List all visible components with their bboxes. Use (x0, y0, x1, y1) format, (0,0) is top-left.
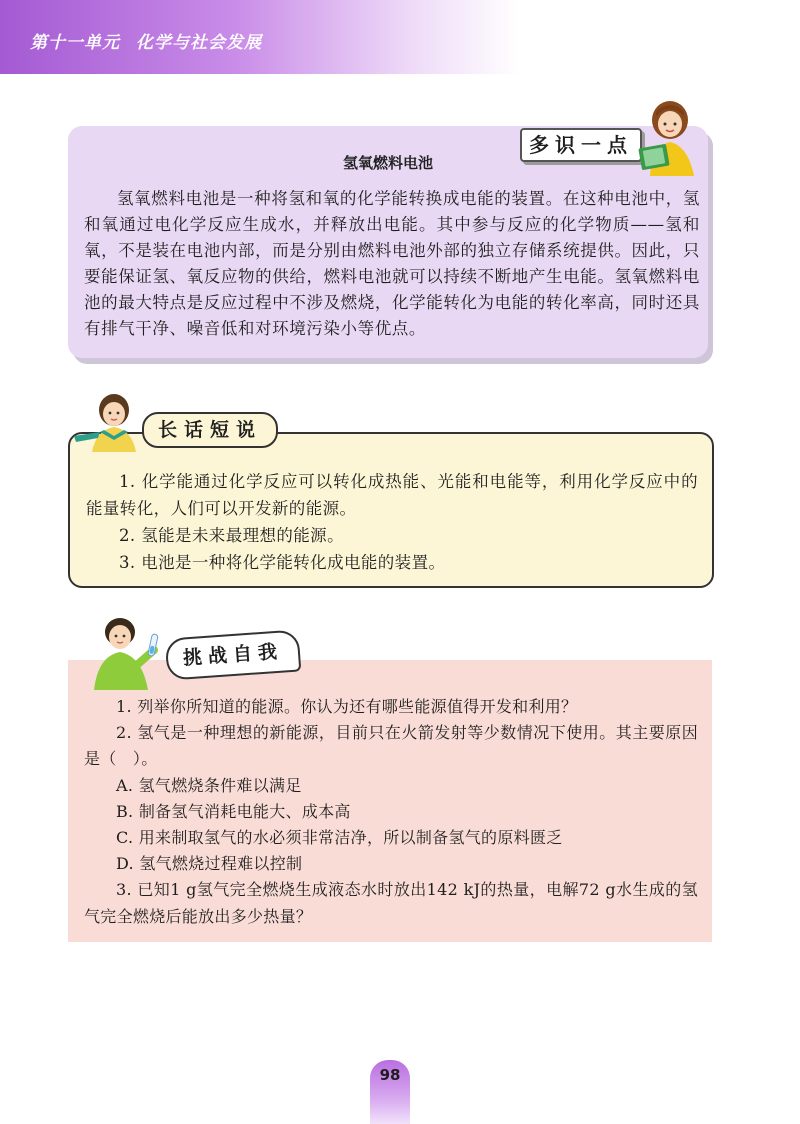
summary-item: 2. 氢能是未来最理想的能源。 (119, 526, 344, 545)
box1-title: 氢氧燃料电池 (342, 154, 433, 172)
boy-with-test-tube-illustration (84, 612, 166, 690)
summary-list (86, 468, 698, 576)
summary-item: 1. 化学能通过化学反应可以转化成热能、光能和电能等，利用化学反应中的能量转化，人们可以开发新的能源。 (86, 472, 698, 518)
unit-topic: 化学与社会发展 (136, 33, 262, 53)
summary-item: 3. 电池是一种将化学能转化成电能的装置。 (119, 553, 446, 572)
page-number: 98 (379, 1066, 401, 1084)
question-3: 3. 已知1 g氢气完全燃烧生成液态水时放出142 kJ的热量，电解72 g水生成的氢气完全燃烧后能放出多少热量？ (84, 880, 698, 926)
question-2: 2. 氢气是一种理想的新能源，目前只在火箭发射等少数情况下使用。其主要原因是（ ）。 (84, 723, 698, 769)
question-1: 1. 列举你所知道的能源。你认为还有哪些能源值得开发和利用？ (116, 697, 578, 716)
box1-body: 氢氧燃料电池是一种将氢和氧的化学能转换成电能的装置。在这种电池中，氢和氧通过电化学反应生成水，并释放出电能。其中参与反应的化学物质——氢和氧，不是装在电池内部，而是分别由燃料电池外部的独立存储系统提供。因此，只要能保证氢、氧反应物的供给，燃料电池就可以持续不断地产生电能。氢氧燃料电池的最大特点是反应过程中不涉及燃烧，化学能转化为电能的转化率高，同时还具有排气干净、噪音低和对环境污染小等优点。 (84, 189, 700, 338)
challenge-tag: 挑战自我 (165, 629, 302, 680)
question-2-option-a: A. 氢气燃烧条件难以满足 (116, 775, 302, 795)
unit-label: 第十一单元 (30, 33, 120, 53)
girl-with-scarf-illustration (74, 392, 152, 452)
question-2-option-b: B. 制备氢气消耗电能大、成本高 (116, 801, 351, 821)
question-2-option-d: D. 氢气燃烧过程难以控制 (116, 854, 303, 874)
challenge-questions (84, 694, 698, 930)
extra-knowledge-tag: 多识一点 (520, 128, 642, 162)
summary-tag: 长话短说 (142, 412, 278, 448)
header-title (30, 28, 262, 53)
question-2-option-c: C. 用来制取氢气的水必须非常洁净，所以制备氢气的原料匮乏 (116, 828, 563, 848)
